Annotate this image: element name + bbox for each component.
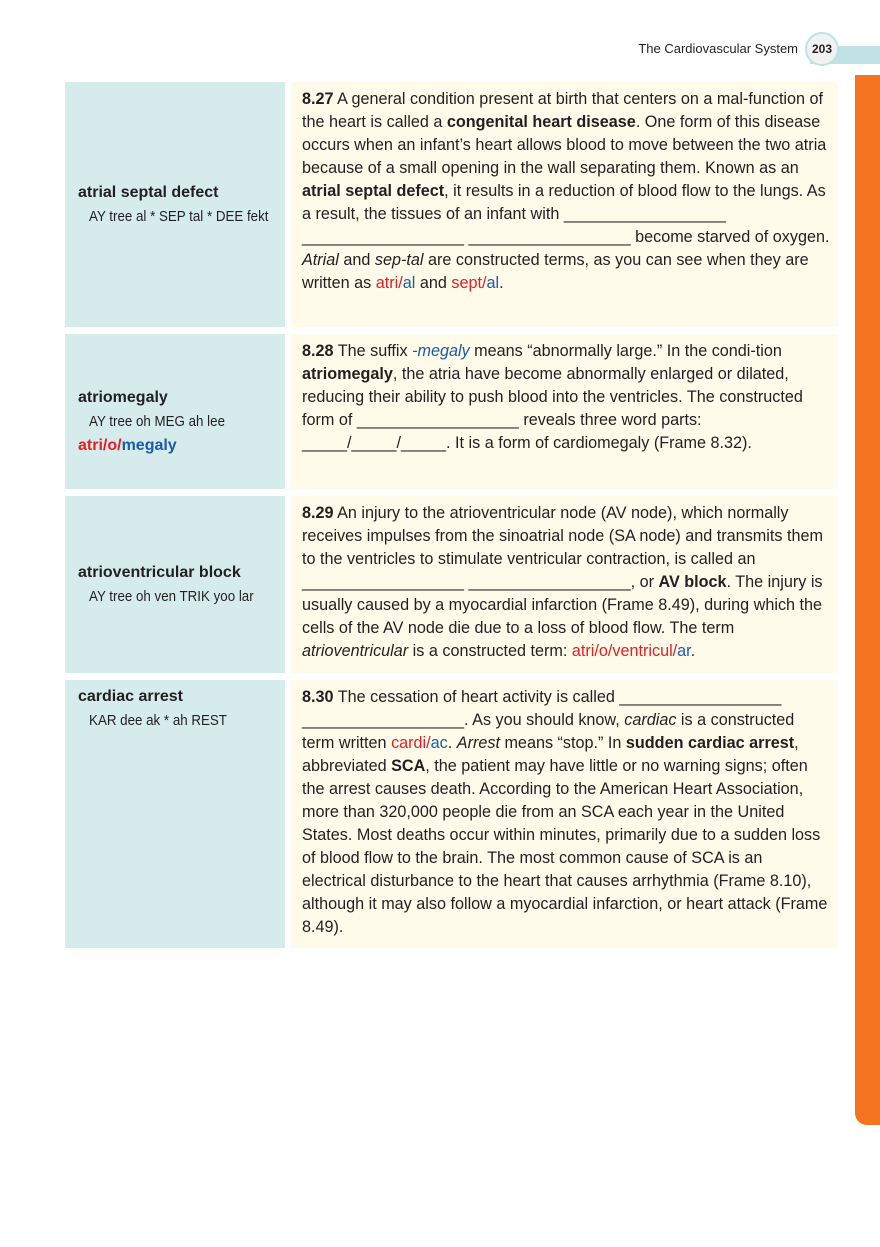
term-cell-atrioventricular-block [65, 496, 285, 673]
running-header-title: The Cardiovascular System [638, 41, 798, 56]
frame-number: 8.27 [302, 90, 334, 108]
frame-text: 8.27 A general condition present at birth that centers on a mal-function of the heart is called a congenital heart disease. One form of this disease occurs when an infant’s heart allows blood to move between the two atria because of a small opening in the wall separating them. Known as an atrial septal defect, it results in a reduction of blood flow to the lungs. As a result, the tissues of an infant with __________________ __________________ __________________ become starved of oxygen. Atrial and sep-tal are constructed terms, as you can see when they are written as atri/al and sept/al. [302, 90, 830, 292]
pronunciation: KAR dee ak * ah REST [89, 713, 227, 729]
word-root: atri/o/ventricul/ [571, 642, 678, 660]
key-term: sudden cardiac arrest [625, 734, 795, 752]
word-root: atri/ [375, 274, 403, 292]
key-term: SCA [391, 757, 426, 775]
term-name: atrioventricular block [78, 563, 241, 581]
term-cell-cardiac-arrest [65, 680, 285, 948]
term-cell-atriomegaly [65, 334, 285, 489]
word-root: sept/ [451, 274, 487, 292]
frame-8-27 [291, 82, 838, 327]
pronunciation: AY tree al * SEP tal * DEE fekt [89, 208, 269, 225]
key-term: AV block [658, 573, 727, 591]
frame-text: 8.28 The suffix -megaly means “abnormally large.” In the condi-tion atriomegaly, the atria have become abnormally enlarged or dilated, reducing their ability to push blood into the ventricles. The constructed form of __________________ reveals three word parts: _____/_____/_____. It is a form of cardiomegaly (Frame 8.32). [302, 342, 803, 452]
term-name: atrial septal defect [78, 183, 219, 201]
frame-8-30 [291, 680, 838, 948]
page-number-badge: 203 [805, 32, 839, 66]
frame-text: 8.29 An injury to the atrioventricular node (AV node), which normally receives impulses from the sinoatrial node (SA node) and transmits them to the ventricles to stimulate ventricular contraction, is called an __________________ __________________, or AV block. The injury is usually caused by a myocardial infarction (Frame 8.49), during which the cells of the AV node die due to a loss of blood flow. The term atrioventricular is a constructed term: atri/o/ventricul/ar. [302, 504, 823, 660]
word-parts: atri/o/megaly [78, 436, 177, 454]
key-term: atrial septal defect [302, 182, 445, 200]
suffix: -megaly [412, 342, 470, 360]
suffix: al [402, 274, 416, 292]
frame-number: 8.30 [302, 688, 334, 706]
chapter-tab [855, 75, 880, 1125]
key-term: atriomegaly [302, 365, 393, 383]
frame-8-28 [291, 334, 838, 489]
frame-number: 8.28 [302, 342, 334, 360]
frame-text: 8.30 The cessation of heart activity is called __________________ __________________. As you should know, cardiac is a constructed term written cardi/ac. Arrest means “stop.” In sudden cardiac arrest, abbreviated SCA, the patient may have little or no warning signs; often the arrest causes death. According to the American Heart Association, more than 320,000 people die from an SCA each year in the United States. Most deaths occur within minutes, primarily due to a sudden loss of blood flow to the brain. The most common cause of SCA is an electrical disturbance to the heart that causes arrhythmia (Frame 8.10), although it may also follow a myocardial infarction, or heart attack (Frame 8.49). [302, 688, 828, 936]
key-term: congenital heart disease [446, 113, 636, 131]
word-root: cardi/ [391, 734, 431, 752]
pronunciation: AY tree oh MEG ah lee [89, 413, 225, 430]
frame-8-29 [291, 496, 838, 673]
suffix: ar [677, 642, 691, 660]
frame-number: 8.29 [302, 504, 334, 522]
term-cell-atrial-septal-defect [65, 82, 285, 327]
term-name: cardiac arrest [78, 688, 183, 705]
pronunciation: AY tree oh ven TRIK yoo lar [89, 588, 254, 605]
suffix: ac [430, 734, 448, 752]
suffix: al [486, 274, 500, 292]
term-name: atriomegaly [78, 388, 168, 406]
